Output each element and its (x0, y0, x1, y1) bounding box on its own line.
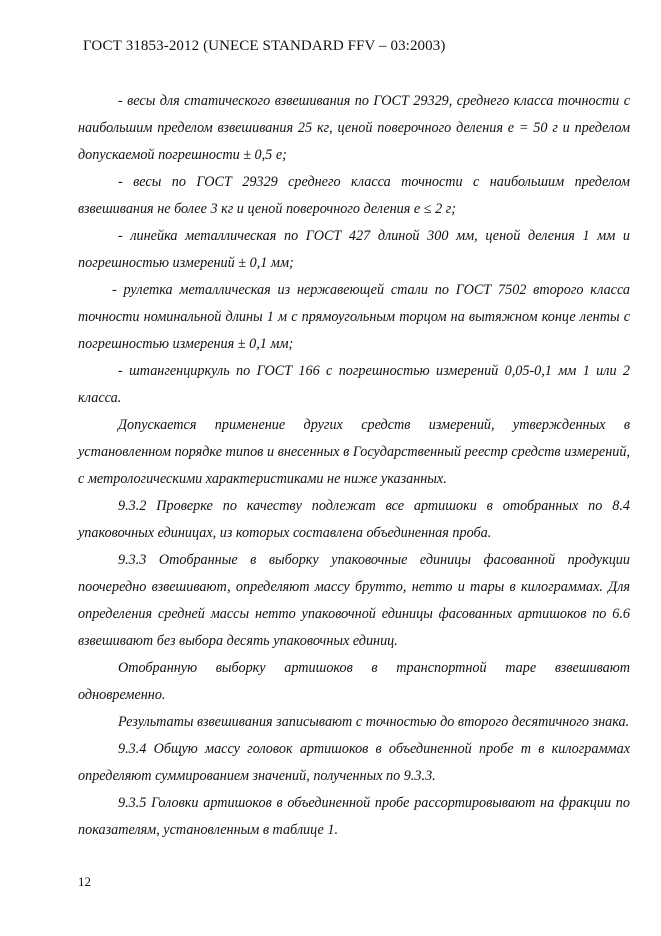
paragraph-9-3-4: 9.3.4 Общую массу головок артишоков в объединенной пробе m в килограммах определяют суммированием значений, полученных по 9.3.3. (78, 741, 630, 784)
document-header: ГОСТ 31853-2012 (UNECE STANDARD FFV – 03:2003) (83, 38, 446, 54)
paragraph-other-instruments: Допускается применение других средств измерений, утвержденных в установленном порядке типов и внесенных в Государственный реестр средств измерений, с метрологическими характеристиками не ниже указанных. (78, 417, 630, 487)
paragraph-scales-static: - весы для статического взвешивания по ГОСТ 29329, среднего класса точности с наибольшим пределом взвешивания 25 кг, ценой поверочного деления е = 50 г и пределом допускаемой погрешности ± 0,5 е; (78, 93, 630, 163)
paragraph-ruler: - линейка металлическая по ГОСТ 427 длиной 300 мм, ценой деления 1 мм и погрешностью измерений ± 0,1 мм; (78, 228, 630, 271)
paragraph-tape-measure: - рулетка металлическая из нержавеющей стали по ГОСТ 7502 второго класса точности номинальной длины 1 м с прямоугольным торцом на вытяжном конце ленты с погрешностью измерения ± 0,1 мм; (78, 282, 630, 352)
paragraph-caliper: - штангенциркуль по ГОСТ 166 с погрешностью измерений 0,05-0,1 мм 1 или 2 класса. (78, 363, 630, 406)
paragraph-results-precision: Результаты взвешивания записывают с точностью до второго десятичного знака. (118, 714, 630, 730)
paragraph-9-3-2: 9.3.2 Проверке по качеству подлежат все артишоки в отобранных по 8.4 упаковочных единицах, из которых составлена объединенная проба. (78, 498, 630, 541)
paragraph-scales-small: - весы по ГОСТ 29329 среднего класса точности с наибольшим пределом взвешивания не более 3 кг и ценой поверочного деления е ≤ 2 г; (78, 174, 630, 217)
paragraph-9-3-5: 9.3.5 Головки артишоков в объединенной пробе рассортировывают на фракции по показателям, установленным в таблице 1. (78, 795, 630, 838)
paragraph-transport-weighing: Отобранную выборку артишоков в транспортной таре взвешивают одновременно. (78, 660, 630, 703)
page-number: 12 (78, 874, 91, 889)
paragraph-9-3-3: 9.3.3 Отобранные в выборку упаковочные единицы фасованной продукции поочередно взвешивают, определяют массу брутто, нетто и тары в килограммах. Для определения средней массы нетто упаковочной единицы фасованных артишоков по 6.6 взвешивают без выбора десять упаковочных единиц. (78, 552, 630, 649)
document-body (78, 88, 630, 844)
